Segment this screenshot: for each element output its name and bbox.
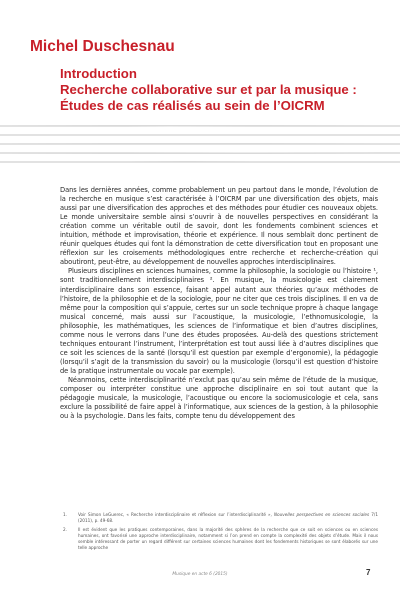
footnote-number: 2. xyxy=(63,526,67,532)
title-line-subtitle: Études de cas réalisés au sein de l’OICRM xyxy=(60,98,325,113)
footnotes xyxy=(60,512,378,554)
footnote-reference: 7/1 (2011), p. 49-68. xyxy=(78,512,378,524)
page-number: 7 xyxy=(366,568,371,577)
author-name: Michel Duschesnau xyxy=(30,38,175,55)
footnote-text: Voir Simon LeGuerec, « Recherche interdisciplinaire et réflexion sur l’interdisciplinarité », xyxy=(78,512,274,517)
paragraph-1: Dans les dernières années, comme probablement un peu partout dans le monde, l’évolution de la recherche en musique s’est caractérisée à l’OICRM par une diversification des objets, mais aussi par une diversification des approches et des méthodes pour étudier ces nouveaux objets. Le monde universitaire semble ainsi s’ouvrir à de nouvelles perspectives en considérant la création comme un véritable outil de savoir, dont les fondements combinent sciences et intuition, méthode et improvisation, théorie et expérience. Il nous semblait donc pertinent de réunir quelques études qui font la démonstration de cette diversification tout en proposant une réflexion sur les croisements méthodologiques entre recherche et recherche-création qui aboutiront, peut-être, au développement de nouvelles approches interdisciplinaires. xyxy=(60,186,378,267)
music-staff-decoration xyxy=(0,118,400,170)
music-staff-icon xyxy=(0,118,400,170)
title-line-introduction: Introduction xyxy=(60,66,137,81)
footnote xyxy=(60,527,378,551)
article-title xyxy=(60,66,380,114)
footnote-text: Il est évident que les pratiques contemporaines, dans la majorité des sphères de la recherche que ce soit en sciences ou en sciences humaines, ont favorisé une approche interdisciplinaire, notamment si l’on prend en compte la complexité des objets d’étude. Mais il nous semble intéressant de porter un regard différent sur certaines sciences humaines dont les fondements historiques se sont élaborés sur une telle approche xyxy=(78,526,378,550)
footnote xyxy=(60,512,378,524)
footnote-journal-title: Nouvelles perspectives en sciences sociales xyxy=(273,512,370,517)
body-text xyxy=(60,186,378,421)
footnote-number: 1. xyxy=(63,512,67,517)
paragraph-3: Néanmoins, cette interdisciplinarité n’exclut pas qu’au sein même de l’étude de la musique, composer ou interpréter constitue une approche disciplinaire en soi tout autant que la pédagogie musicale, la musicologie, l’acoustique ou encore la sociomusicologie et cela, sans exclure la possibilité de faire appel à l’informatique, aux sciences de la gestion, à la philosophie ou à la psychologie. Dans les faits, compte tenu du développement des xyxy=(60,375,378,421)
journal-footer: Musique en acte 6 (2015) xyxy=(172,572,228,577)
title-line-main: Recherche collaborative sur et par la musique : xyxy=(60,82,357,97)
paragraph-2: Plusieurs disciplines en sciences humaines, comme la philosophie, la sociologie ou l’histoire ¹, sont traditionnellement interdisciplinaires ². En musique, la musicologie est clairement interdisciplinaire dans son essence, faisant appel autant aux théories qu’aux méthodes de l’histoire, de la philosophie et de la sociologie, pour ne citer que ces trois disciplines. Il en va de même pour la composition qui s’appuie, certes sur un socle technique propre à chaque langage musical concerné, mais aussi sur l’acoustique, la musicologie, l’ethnomusicologie, la philosophie, les mathématiques, les sciences de l’informatique et bien d’autres disciplines, comme nous le verrons dans l’une des études proposées. Au-delà des questions strictement techniques entourant l’instrument, l’interprétation est tout aussi liée à d’autres disciplines que ce soit les sciences de la santé (lorsqu’il est question par exemple d’ergonomie), la pédagogie (lorsqu’il s’agit de la transmission du savoir) ou la musicologie (lorsqu’il est question d’histoire de la pratique instrumentale ou vocale par exemple). xyxy=(60,267,378,375)
